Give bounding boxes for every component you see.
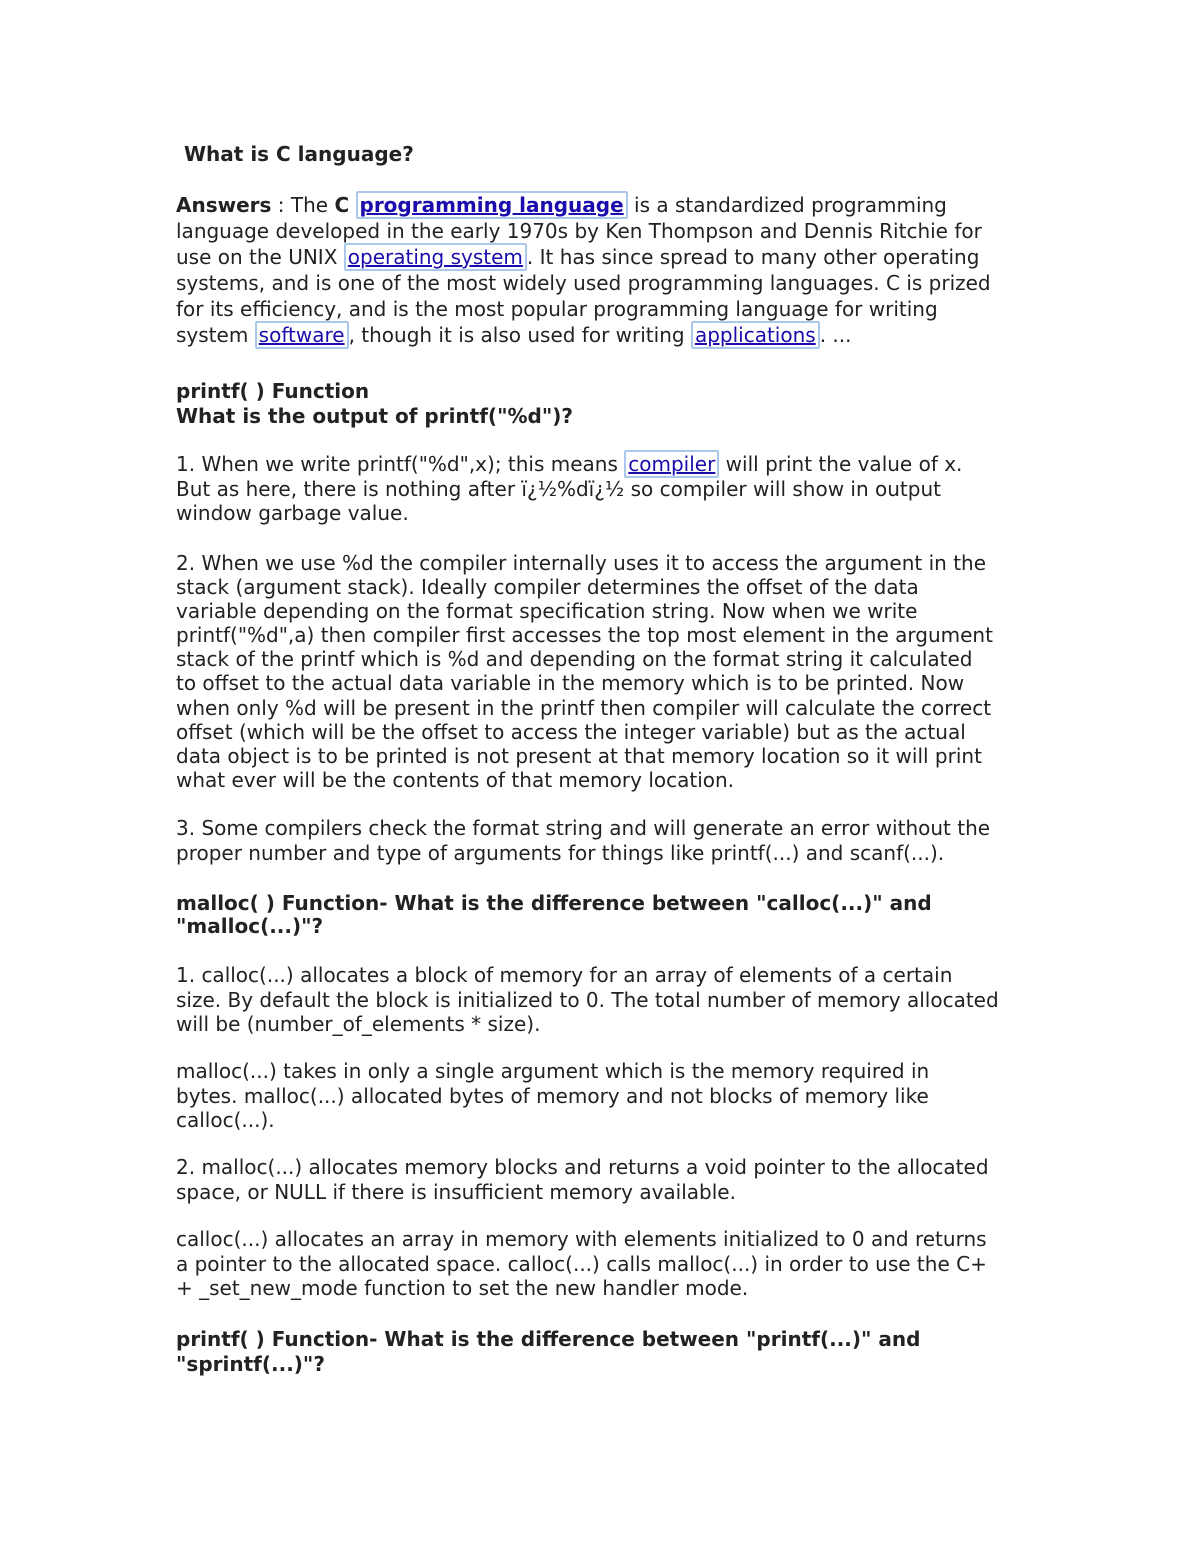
paragraph-line: proper number and type of arguments for things like printf(...) and scanf(...). bbox=[176, 840, 945, 865]
answer-line-2: language developed in the early 1970s by Ken Thompson and Dennis Ritchie for bbox=[176, 219, 982, 243]
paragraph-line: a pointer to the allocated space. calloc(...) calls malloc(...) in order to use the C+ bbox=[176, 1251, 987, 1276]
paragraph-line: 1. calloc(...) allocates a block of memory for an array of elements of a certain bbox=[176, 963, 953, 987]
malloc-paragraph-4 bbox=[176, 1227, 1056, 1301]
paragraph-line: data object is to be printed is not present at that memory location so it will print bbox=[176, 743, 982, 768]
link-compiler[interactable]: compiler bbox=[624, 450, 719, 478]
link-applications[interactable]: applications bbox=[691, 321, 820, 349]
answer-line-4: systems, and is one of the most widely used programming languages. C is prized bbox=[176, 271, 991, 295]
printf-paragraph-3 bbox=[176, 816, 1056, 865]
answer-text: . ... bbox=[819, 323, 852, 347]
paragraph-line: window garbage value. bbox=[176, 501, 409, 525]
link-operating-system[interactable]: operating system bbox=[344, 243, 527, 271]
paragraph-line: size. By default the block is initialized to 0. The total number of memory allocated bbox=[176, 987, 999, 1012]
link-programming-language[interactable]: programming language bbox=[356, 191, 628, 219]
answer-text: , though it is also used for writing bbox=[348, 323, 691, 347]
answer-text: system bbox=[176, 323, 255, 347]
paragraph-line: + _set_new_mode function to set the new handler mode. bbox=[176, 1276, 749, 1300]
paragraph-line: malloc(...) takes in only a single argument which is the memory required in bbox=[176, 1059, 930, 1083]
malloc-paragraph-2 bbox=[176, 1059, 1056, 1133]
heading-line: "sprintf(...)"? bbox=[176, 1351, 325, 1376]
paragraph-line bbox=[176, 452, 1056, 477]
paragraph-line: variable depending on the format specification string. Now when we write bbox=[176, 599, 918, 624]
paragraph-line: offset (which will be the offset to access the integer variable) but as the actual bbox=[176, 719, 966, 744]
paragraph-line: printf("%d",a) then compiler first accesses the top most element in the argument bbox=[176, 623, 993, 648]
answer-text: use on the UNIX bbox=[176, 245, 344, 269]
heading-line: malloc( ) Function- What is the difference between "calloc(...)" and bbox=[176, 891, 932, 915]
paragraph-line: But as here, there is nothing after ï¿½%dï¿½ so compiler will show in output bbox=[176, 476, 941, 501]
section-heading-printf bbox=[176, 379, 1056, 428]
paragraph-line: 2. When we use %d the compiler internally uses it to access the argument in the bbox=[176, 551, 987, 575]
answers-label: Answers bbox=[176, 193, 272, 217]
printf-paragraph-1 bbox=[176, 452, 1056, 526]
printf-paragraph-2 bbox=[176, 551, 1056, 792]
answer-text-bold: C bbox=[334, 193, 350, 217]
answer-line-1 bbox=[176, 192, 1056, 218]
paragraph-text: will print the value of x. bbox=[719, 452, 963, 476]
heading-line: What is the output of printf("%d")? bbox=[176, 403, 574, 428]
paragraph-line: what ever will be the contents of that memory location. bbox=[176, 767, 735, 792]
answer-text: . It has since spread to many other operating bbox=[526, 245, 980, 269]
heading-line: printf( ) Function- What is the difference between "printf(...)" and bbox=[176, 1327, 921, 1351]
paragraph-line: bytes. malloc(...) allocated bytes of memory and not blocks of memory like bbox=[176, 1083, 929, 1108]
answer-text: is a standardized programming bbox=[627, 193, 947, 217]
paragraph-line: when only %d will be present in the printf then compiler will calculate the correct bbox=[176, 695, 992, 720]
paragraph-line: will be (number_of_elements * size). bbox=[176, 1012, 541, 1036]
paragraph-line: calloc(...). bbox=[176, 1108, 275, 1132]
question-title-c-language: What is C language? bbox=[184, 142, 414, 166]
answer-paragraph bbox=[176, 192, 1056, 348]
paragraph-text: 1. When we write printf("%d",x); this means bbox=[176, 452, 625, 476]
heading-line: "malloc(...)"? bbox=[176, 914, 324, 938]
paragraph-line: space, or NULL if there is insufficient memory available. bbox=[176, 1179, 736, 1204]
malloc-paragraph-1 bbox=[176, 963, 1056, 1037]
section-heading-malloc bbox=[176, 892, 1056, 938]
paragraph-line: 2. malloc(...) allocates memory blocks and returns a void pointer to the allocated bbox=[176, 1155, 989, 1179]
answer-line-6 bbox=[176, 322, 1056, 348]
answer-text: : The bbox=[271, 193, 335, 217]
paragraph-line: to offset to the actual data variable in the memory which is to be printed. Now bbox=[176, 671, 965, 696]
answer-line-3 bbox=[176, 244, 1056, 270]
paragraph-line: 3. Some compilers check the format string and will generate an error without the bbox=[176, 816, 991, 840]
section-heading-sprintf bbox=[176, 1327, 1056, 1376]
answer-line-5: for its efficiency, and is the most popular programming language for writing bbox=[176, 297, 938, 321]
paragraph-line: stack of the printf which is %d and depending on the format string it calculated bbox=[176, 647, 973, 672]
paragraph-line: calloc(...) allocates an array in memory with elements initialized to 0 and returns bbox=[176, 1227, 987, 1251]
heading-line: printf( ) Function bbox=[176, 379, 370, 403]
paragraph-line: stack (argument stack). Ideally compiler determines the offset of the data bbox=[176, 575, 919, 600]
link-software[interactable]: software bbox=[255, 321, 349, 349]
malloc-paragraph-3 bbox=[176, 1155, 1056, 1204]
